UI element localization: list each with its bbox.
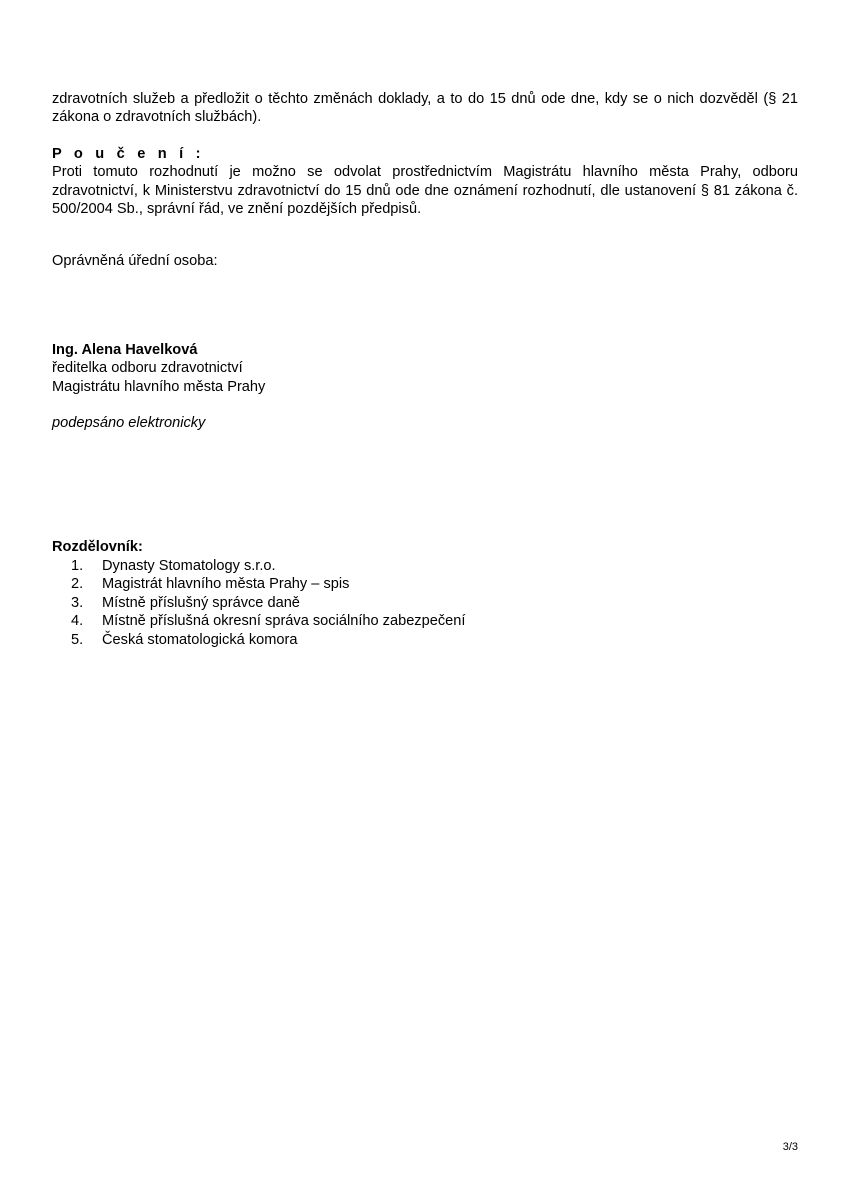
list-item-number: 2. [71, 576, 84, 593]
spacer [52, 396, 798, 414]
spacer [52, 218, 798, 252]
list-item [52, 575, 798, 593]
list-item-text: Dynasty Stomatology s.r.o. [102, 557, 276, 574]
list-item-text: Magistrát hlavního města Prahy – spis [102, 576, 350, 593]
list-item [52, 612, 798, 630]
spacer [52, 432, 798, 538]
distribution-heading: Rozdělovník: [52, 539, 143, 556]
official-position: ředitelka odboru zdravotnictví [52, 360, 243, 377]
list-item [52, 557, 798, 575]
page-number: 3/3 [782, 1141, 798, 1153]
distribution-list [52, 557, 798, 649]
list-item-number: 5. [71, 631, 84, 648]
spacer [52, 127, 798, 145]
official-office: Magistrátu hlavního města Prahy [52, 378, 266, 395]
list-item [52, 631, 798, 649]
list-item-text: Místně příslušná okresní správa sociálního zabezpečení [102, 613, 466, 630]
document-page [52, 90, 798, 649]
distribution-section [52, 538, 798, 648]
signature-block [52, 341, 798, 433]
instruction-heading: P o u č e n í : [52, 145, 205, 162]
list-item-number: 4. [71, 613, 84, 630]
instruction-paragraph: Proti tomuto rozhodnutí je možno se odvolat prostřednictvím Magistrátu hlavního města Prahy, odboru zdravotnictví, k Ministerstvu zdravotnictví do 15 dnů ode dne oznámení rozhodnutí, dle ustanovení § 81 zákona č. 500/2004 Sb., správní řád, ve znění pozdějších předpisů. [52, 164, 798, 218]
list-item-number: 3. [71, 594, 84, 611]
official-label: Oprávněná úřední osoba: [52, 253, 218, 270]
list-item-text: Česká stomatologická komora [102, 631, 298, 648]
intro-paragraph: zdravotních služeb a předložit o těchto změnách doklady, a to do 15 dnů ode dne, kdy se o nich dozvěděl (§ 21 zákona o zdravotních službách). [52, 91, 798, 126]
list-item-number: 1. [71, 557, 84, 574]
signature-note: podepsáno elektronicky [52, 415, 206, 432]
spacer [52, 271, 798, 341]
list-item-text: Místně příslušný správce daně [102, 594, 300, 611]
list-item [52, 594, 798, 612]
official-name: Ing. Alena Havelková [52, 341, 198, 358]
